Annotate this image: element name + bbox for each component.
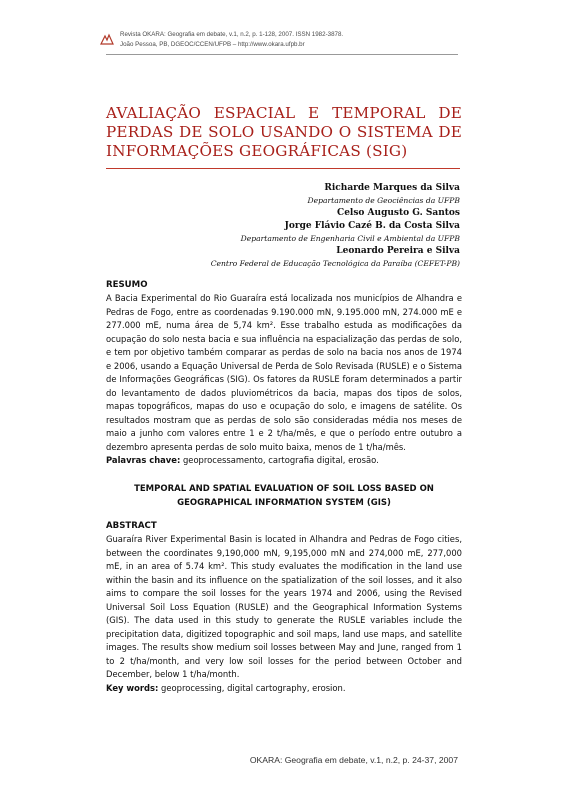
english-title: TEMPORAL AND SPATIAL EVALUATION OF SOIL LOSS BASED ON GEOGRAPHICAL INFORMATION SYSTEM (GIS) bbox=[134, 484, 434, 508]
author-affiliation: Departamento de Engenharia Civil e Ambiental da UFPB bbox=[240, 234, 460, 243]
resumo-heading: RESUMO bbox=[106, 280, 148, 290]
author-name: Jorge Flávio Cazé B. da Costa Silva bbox=[284, 221, 460, 231]
author-name: Leonardo Pereira e Silva bbox=[336, 246, 460, 256]
resumo-section bbox=[106, 279, 462, 468]
article-title: AVALIAÇÃO ESPACIAL E TEMPORAL DE PERDAS DE SOLO USANDO O SISTEMA DE INFORMAÇÕES GEOGRÁFICAS (SIG) bbox=[106, 104, 462, 160]
resumo-keywords bbox=[106, 454, 462, 468]
abstract-keywords bbox=[106, 682, 462, 696]
abstract-text: Guaraíra River Experimental Basin is located in Alhandra and Pedras de Fogo cities, between the coordinates 9,190,000 mN, 9,195,000 mN and 274,000 mE, 277,000 mE, in an area of 5.74 km². This study evaluates the modification in the land use within the basin and its influence on the spatialization of the soil losses, and it also aims to compare the soil losses for the years 1974 and 2006, using the Revised Universal Soil Loss Equation (RUSLE) and the Geographical Information Systems (GIS). The data used in this study to generate the RUSLE variables include the precipitation data, digitized topographic and soil maps, land use maps, and satellite images. The results show medium soil losses between May and June, ranged from 1 to 2 t/ha/month, and very low soil losses for the period between October and December, below 1 t/ha/month. bbox=[106, 534, 462, 679]
header-divider bbox=[106, 54, 458, 55]
journal-citation: Revista OKARA: Geografia em debate, v.1, n.2, p. 1-128, 2007. ISSN 1982-3878. bbox=[120, 31, 344, 38]
author-name: Richarde Marques da Silva bbox=[324, 183, 460, 193]
keywords-text: geoprocessamento, cartografia digital, erosão. bbox=[182, 455, 379, 465]
keywords-text: geoprocessing, digital cartography, erosion. bbox=[161, 682, 346, 693]
journal-logo-icon bbox=[100, 33, 114, 45]
title-divider bbox=[106, 168, 460, 169]
author-affiliation: Centro Federal de Educação Tecnológica da Paraíba (CEFET-PB) bbox=[210, 259, 460, 268]
journal-header bbox=[106, 30, 466, 50]
journal-location: João Pessoa, PB, DGEOC/CCEN/UFPB – http://www.okara.ufpb.br bbox=[120, 41, 305, 48]
keywords-label: Palavras chave: bbox=[106, 455, 181, 465]
author-name: Celso Augusto G. Santos bbox=[337, 208, 460, 218]
abstract-section bbox=[106, 520, 462, 695]
author-block bbox=[80, 182, 460, 270]
keywords-label: Key words: bbox=[106, 682, 159, 693]
page-footer: OKARA: Geografia em debate, v.1, n.2, p. 24-37, 2007 bbox=[249, 755, 458, 765]
abstract-heading: ABSTRACT bbox=[106, 521, 157, 531]
author-affiliation: Departamento de Geociências da UFPB bbox=[307, 196, 460, 205]
resumo-text: A Bacia Experimental do Rio Guaraíra está localizada nos municípios de Alhandra e Pedras de Fogo, entre as coordenadas 9.190.000 mN, 9.195.000 mN, 274.000 mE e 277.000 mE, numa área de 5,74 km². Esse trabalho estuda as modificações da ocupação do solo nesta bacia e sua influência na espacialização das perdas de solo, e tem por objetivo também comparar as perdas de solo na bacia nos anos de 1974 e 2006, usando a Equação Universal de Perda de Solo Revisada (RUSLE) e o Sistema de Informações Geográficas (SIG). Os fatores da RUSLE foram determinados a partir do levantamento de dados pluviométricos da bacia, mapas dos tipos de solos, mapas topográficos, mapas do uso e ocupação do solo, e imagens de satélite. Os resultados mostram que as perdas de solo são consideradas média nos meses de maio a junho com valores entre 1 e 2 t/ha/mês, e que o período entre outubro a dezembro apresenta perdas de solo muito baixa, menos de 1 t/ha/mês. bbox=[106, 293, 462, 452]
